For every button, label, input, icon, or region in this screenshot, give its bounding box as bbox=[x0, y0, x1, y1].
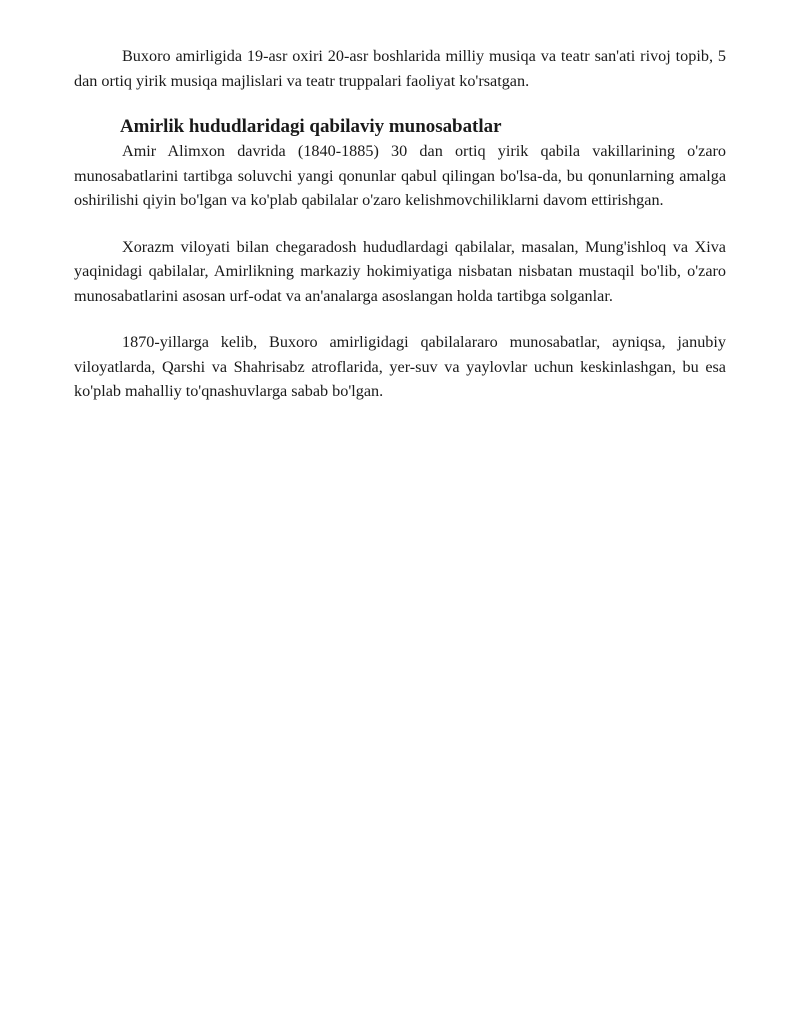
document-body bbox=[74, 44, 726, 404]
paragraph-music-theatre: Buxoro amirligida 19-asr oxiri 20-asr boshlarida milliy musiqa va teatr san'ati rivoj topib, 5 dan ortiq yirik musiqa majlislari va teatr truppalari faoliyat ko'rsatgan. bbox=[74, 47, 726, 90]
paragraph-1870s: 1870-yillarga kelib, Buxoro amirligidagi qabilalararo munosabatlar, ayniqsa, janubiy viloyatlarda, Qarshi va Shahrisabz atroflarida, yer-suv va yaylovlar uchun keskinlashgan, bu esa ko'plab mahalliy to'qnashuvlarga sabab bo'lgan. bbox=[74, 333, 726, 400]
paragraph-xorazm-tribes: Xorazm viloyati bilan chegaradosh hududlardagi qabilalar, masalan, Mung'ishloq va Xiva yaqinidagi qabilalar, Amirlikning markaziy hokimiyatiga nisbatan nisbatan mustaqil bo'lib, o'zaro munosabatlarini asosan urf-odat va an'analarga asoslangan holda tartibga solganlar. bbox=[74, 237, 726, 305]
section-heading: Amirlik hududlaridagi qabilaviy munosabatlar bbox=[120, 116, 502, 137]
paragraph-amir-alimxon: Amir Alimxon davrida (1840-1885) 30 dan ortiq yirik qabila vakillarining o'zaro munosabatlarini tartibga soluvchi yangi qonunlar qabul qilingan bo'lsa-da, bu qonunlarning amalga oshirilishi qiyin bo'lgan va ko'plab qabilalar o'zaro kelishmovchiliklarni davom ettirishgan. bbox=[74, 142, 726, 209]
